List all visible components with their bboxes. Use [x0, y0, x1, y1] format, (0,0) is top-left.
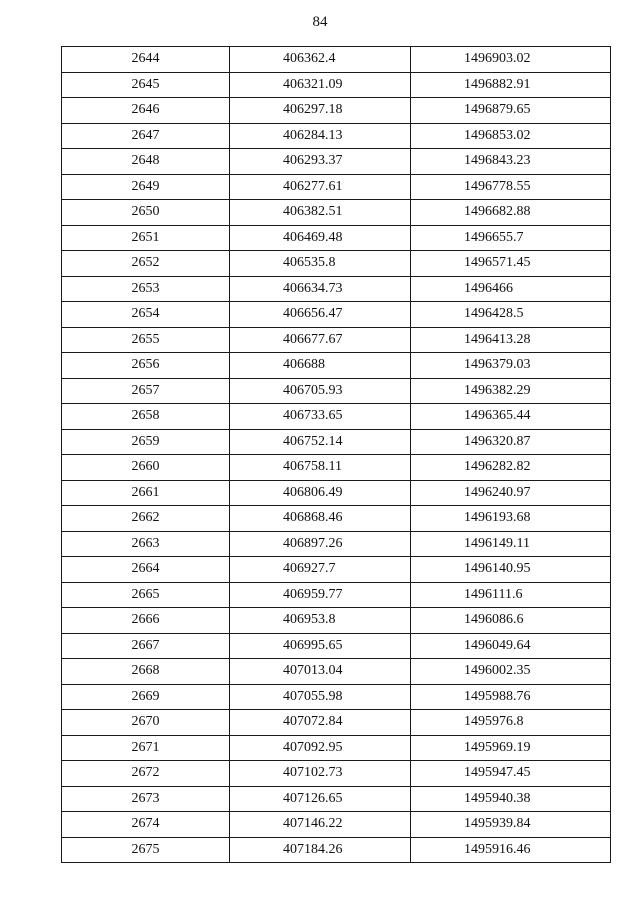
- point-number-cell: 2658: [62, 404, 230, 430]
- x-coordinate-cell: 407055.98: [230, 684, 411, 710]
- y-coordinate-cell: 1496571.45: [411, 251, 611, 277]
- point-number-cell: 2651: [62, 225, 230, 251]
- y-coordinate-cell: 1496049.64: [411, 633, 611, 659]
- x-coordinate-cell: 406362.4: [230, 47, 411, 73]
- table-row: [62, 353, 611, 379]
- page-number: 84: [312, 14, 328, 30]
- y-coordinate-cell: 1496413.28: [411, 327, 611, 353]
- x-coordinate-cell: 407146.22: [230, 812, 411, 838]
- x-coordinate-cell: 407013.04: [230, 659, 411, 685]
- point-number-cell: 2675: [62, 837, 230, 863]
- table-row: [62, 327, 611, 353]
- y-coordinate-cell: 1495976.8: [411, 710, 611, 736]
- x-coordinate-cell: 406868.46: [230, 506, 411, 532]
- x-coordinate-cell: 406959.77: [230, 582, 411, 608]
- point-number-cell: 2646: [62, 98, 230, 124]
- table-row: [62, 735, 611, 761]
- y-coordinate-cell: 1495939.84: [411, 812, 611, 838]
- y-coordinate-cell: 1496903.02: [411, 47, 611, 73]
- table-row: [62, 684, 611, 710]
- table-row: [62, 174, 611, 200]
- y-coordinate-cell: 1496086.6: [411, 608, 611, 634]
- table-row: [62, 378, 611, 404]
- x-coordinate-cell: 406382.51: [230, 200, 411, 226]
- x-coordinate-cell: 407184.26: [230, 837, 411, 863]
- table-row: [62, 123, 611, 149]
- y-coordinate-cell: 1496140.95: [411, 557, 611, 583]
- table-row: [62, 276, 611, 302]
- y-coordinate-cell: 1496853.02: [411, 123, 611, 149]
- coordinates-table-body: [62, 47, 611, 863]
- table-row: [62, 582, 611, 608]
- table-row: [62, 633, 611, 659]
- table-row: [62, 251, 611, 277]
- table-row: [62, 531, 611, 557]
- point-number-cell: 2647: [62, 123, 230, 149]
- x-coordinate-cell: 406752.14: [230, 429, 411, 455]
- x-coordinate-cell: 406806.49: [230, 480, 411, 506]
- table-row: [62, 506, 611, 532]
- y-coordinate-cell: 1496111.6: [411, 582, 611, 608]
- table-row: [62, 225, 611, 251]
- x-coordinate-cell: 407072.84: [230, 710, 411, 736]
- x-coordinate-cell: 406634.73: [230, 276, 411, 302]
- point-number-cell: 2661: [62, 480, 230, 506]
- table-row: [62, 659, 611, 685]
- x-coordinate-cell: 406293.37: [230, 149, 411, 175]
- point-number-cell: 2668: [62, 659, 230, 685]
- y-coordinate-cell: 1496365.44: [411, 404, 611, 430]
- y-coordinate-cell: 1495988.76: [411, 684, 611, 710]
- x-coordinate-cell: 406297.18: [230, 98, 411, 124]
- x-coordinate-cell: 407126.65: [230, 786, 411, 812]
- table-row: [62, 404, 611, 430]
- coordinates-table: [61, 46, 611, 863]
- y-coordinate-cell: 1496882.91: [411, 72, 611, 98]
- point-number-cell: 2655: [62, 327, 230, 353]
- x-coordinate-cell: 406688: [230, 353, 411, 379]
- x-coordinate-cell: 406927.7: [230, 557, 411, 583]
- point-number-cell: 2662: [62, 506, 230, 532]
- table-row: [62, 480, 611, 506]
- x-coordinate-cell: 406469.48: [230, 225, 411, 251]
- y-coordinate-cell: 1496843.23: [411, 149, 611, 175]
- point-number-cell: 2644: [62, 47, 230, 73]
- y-coordinate-cell: 1496428.5: [411, 302, 611, 328]
- point-number-cell: 2673: [62, 786, 230, 812]
- y-coordinate-cell: 1496282.82: [411, 455, 611, 481]
- point-number-cell: 2674: [62, 812, 230, 838]
- point-number-cell: 2657: [62, 378, 230, 404]
- point-number-cell: 2656: [62, 353, 230, 379]
- table-row: [62, 812, 611, 838]
- point-number-cell: 2645: [62, 72, 230, 98]
- x-coordinate-cell: 406705.93: [230, 378, 411, 404]
- table-row: [62, 72, 611, 98]
- table-row: [62, 302, 611, 328]
- table-row: [62, 608, 611, 634]
- point-number-cell: 2649: [62, 174, 230, 200]
- table-row: [62, 429, 611, 455]
- point-number-cell: 2667: [62, 633, 230, 659]
- point-number-cell: 2654: [62, 302, 230, 328]
- table-row: [62, 710, 611, 736]
- x-coordinate-cell: 406535.8: [230, 251, 411, 277]
- y-coordinate-cell: 1496379.03: [411, 353, 611, 379]
- table-row: [62, 786, 611, 812]
- x-coordinate-cell: 407092.95: [230, 735, 411, 761]
- point-number-cell: 2664: [62, 557, 230, 583]
- point-number-cell: 2659: [62, 429, 230, 455]
- x-coordinate-cell: 406677.67: [230, 327, 411, 353]
- y-coordinate-cell: 1496193.68: [411, 506, 611, 532]
- x-coordinate-cell: 407102.73: [230, 761, 411, 787]
- x-coordinate-cell: 406758.11: [230, 455, 411, 481]
- y-coordinate-cell: 1495916.46: [411, 837, 611, 863]
- x-coordinate-cell: 406995.65: [230, 633, 411, 659]
- table-row: [62, 837, 611, 863]
- point-number-cell: 2660: [62, 455, 230, 481]
- y-coordinate-cell: 1495969.19: [411, 735, 611, 761]
- y-coordinate-cell: 1496149.11: [411, 531, 611, 557]
- point-number-cell: 2652: [62, 251, 230, 277]
- y-coordinate-cell: 1495940.38: [411, 786, 611, 812]
- x-coordinate-cell: 406897.26: [230, 531, 411, 557]
- y-coordinate-cell: 1496879.65: [411, 98, 611, 124]
- table-row: [62, 761, 611, 787]
- x-coordinate-cell: 406284.13: [230, 123, 411, 149]
- point-number-cell: 2666: [62, 608, 230, 634]
- y-coordinate-cell: 1496382.29: [411, 378, 611, 404]
- point-number-cell: 2653: [62, 276, 230, 302]
- y-coordinate-cell: 1496778.55: [411, 174, 611, 200]
- table-row: [62, 47, 611, 73]
- point-number-cell: 2672: [62, 761, 230, 787]
- x-coordinate-cell: 406277.61: [230, 174, 411, 200]
- table-row: [62, 557, 611, 583]
- point-number-cell: 2650: [62, 200, 230, 226]
- point-number-cell: 2671: [62, 735, 230, 761]
- table-row: [62, 200, 611, 226]
- x-coordinate-cell: 406656.47: [230, 302, 411, 328]
- point-number-cell: 2670: [62, 710, 230, 736]
- y-coordinate-cell: 1496655.7: [411, 225, 611, 251]
- table-row: [62, 455, 611, 481]
- table-row: [62, 149, 611, 175]
- y-coordinate-cell: 1496466: [411, 276, 611, 302]
- x-coordinate-cell: 406733.65: [230, 404, 411, 430]
- point-number-cell: 2669: [62, 684, 230, 710]
- point-number-cell: 2648: [62, 149, 230, 175]
- point-number-cell: 2663: [62, 531, 230, 557]
- y-coordinate-cell: 1496682.88: [411, 200, 611, 226]
- y-coordinate-cell: 1495947.45: [411, 761, 611, 787]
- table-row: [62, 98, 611, 124]
- x-coordinate-cell: 406321.09: [230, 72, 411, 98]
- y-coordinate-cell: 1496002.35: [411, 659, 611, 685]
- x-coordinate-cell: 406953.8: [230, 608, 411, 634]
- y-coordinate-cell: 1496240.97: [411, 480, 611, 506]
- y-coordinate-cell: 1496320.87: [411, 429, 611, 455]
- point-number-cell: 2665: [62, 582, 230, 608]
